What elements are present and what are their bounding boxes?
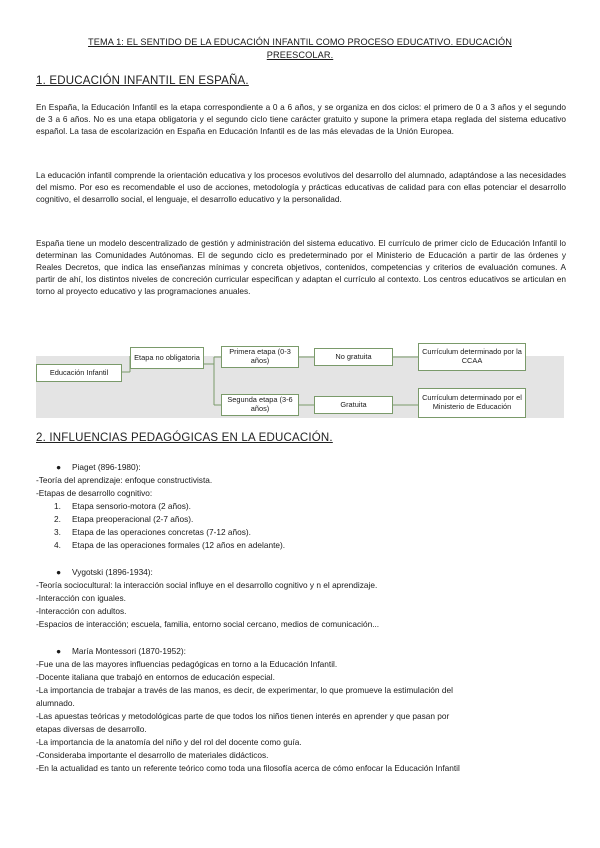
- bullet-icon: ●: [56, 567, 62, 577]
- vygotski-line: -Teoría sociocultural: la interacción social influye en el desarrollo cognitivo y n el aprendizaje.: [36, 580, 378, 590]
- piaget-stage: [54, 500, 191, 512]
- diagram-curriculum-ministry-box: Currículum determinado por el Ministerio de Educación: [418, 388, 526, 418]
- vygotski-name: Vygotski (1896-1934):: [72, 567, 153, 577]
- montessori-line: -Fue una de las mayores influencias pedagógicas en torno a la Educación Infantil.: [36, 659, 338, 669]
- montessori-heading: [56, 645, 186, 657]
- stage-text: Etapa de las operaciones concretas (7-12 años).: [72, 527, 251, 537]
- piaget-line: -Teoría del aprendizaje: enfoque constructivista.: [36, 475, 213, 485]
- vygotski-line: -Interacción con adultos.: [36, 606, 127, 616]
- vygotski-line: -Espacios de interacción; escuela, familia, entorno social cercano, medios de comunicación...: [36, 619, 380, 629]
- diagram-not-free-box: No gratuita: [314, 348, 393, 366]
- stage-text: Etapa sensorio-motora (2 años).: [72, 501, 191, 511]
- diagram-first-stage-box: Primera etapa (0-3 años): [221, 346, 299, 368]
- stage-number: 2.: [54, 514, 61, 524]
- section-2-heading: 2. INFLUENCIAS PEDAGÓGICAS EN LA EDUCACIÓN.: [36, 432, 333, 444]
- diagram-curriculum-ccaa-box: Currículum determinado por la CCAA: [418, 343, 526, 371]
- page-title: TEMA 1: EL SENTIDO DE LA EDUCACIÓN INFANTIL COMO PROCESO EDUCATIVO. EDUCACIÓN PREESCOLAR.: [88, 37, 512, 60]
- montessori-line: -La importancia de la anatomía del niño y del rol del docente como guía.: [36, 737, 302, 747]
- montessori-line: -En la actualidad es tanto un referente teórico como toda una filosofía acerca de cómo enfocar la Educación Infantil: [36, 763, 460, 773]
- bullet-icon: ●: [56, 646, 62, 656]
- piaget-stage: [54, 513, 193, 525]
- stage-text: Etapa de las operaciones formales (12 años en adelante).: [72, 540, 286, 550]
- paragraph-1: En España, la Educación Infantil es la etapa correspondiente a 0 a 6 años, y se organiza en dos ciclos: el primero de 0 a 3 años y el segundo de 3 a 6 años. No es una etapa obligatoria y el segundo ciclo tiene carácter gratuito y supone la primera etapa reglada del sistema educativo español. La tasa de escolarización en España en Educación Infantil es de las más elevadas de la Unión Europea.: [36, 102, 566, 136]
- diagram-free-box: Gratuita: [314, 396, 393, 414]
- montessori-name: María Montessori (1870-1952):: [72, 646, 186, 656]
- diagram-second-stage-box: Segunda etapa (3-6 años): [221, 394, 299, 416]
- montessori-line: etapas diversas de desarrollo.: [36, 724, 147, 734]
- piaget-stage: [54, 539, 285, 551]
- diagram-root-box: Educación Infantil: [36, 364, 122, 382]
- paragraph-3: España tiene un modelo descentralizado de gestión y administración del sistema educativo. El currículo de primer ciclo de Educación Infantil lo determinan las Comunidades Autónomas. El de segundo ciclo es predeterminado por el Ministerio de Educación a partir de las órdenes y Reales Decretos, que indica las enseñanzas mínimas y concreta objetivos, contenidos, competencias y criterios de evaluación comunes. A partir de ahí, los distintos niveles de concreción curricular especifican y adaptan el currículo al contexto. Los centros educativos se articulan en torno al proyecto educativo y las programaciones anuales.: [36, 238, 566, 296]
- montessori-line: -Consideraba importante el desarrollo de materiales didácticos.: [36, 750, 269, 760]
- stage-number: 4.: [54, 540, 61, 550]
- vygotski-line: -Interacción con iguales.: [36, 593, 126, 603]
- vygotski-heading: [56, 566, 153, 578]
- montessori-line: alumnado.: [36, 698, 75, 708]
- diagram-non-mandatory-box: Etapa no obligatoria: [130, 347, 204, 369]
- stage-number: 3.: [54, 527, 61, 537]
- education-structure-diagram: [36, 347, 564, 418]
- piaget-stage: [54, 526, 251, 538]
- montessori-line: -Las apuestas teóricas y metodológicas parte de que todos los niños tienen interés en aprender y que pasan por: [36, 711, 450, 721]
- piaget-heading: [56, 461, 141, 473]
- piaget-name: Piaget (896-1980):: [72, 462, 141, 472]
- section-1-heading: 1. EDUCACIÓN INFANTIL EN ESPAÑA.: [36, 75, 249, 87]
- montessori-line: -La importancia de trabajar a través de las manos, es decir, de experimentar, lo que promueve la estimulación del: [36, 685, 453, 695]
- montessori-line: -Docente italiana que trabajó en entornos de educación especial.: [36, 672, 275, 682]
- paragraph-2: La educación infantil comprende la orientación educativa y los procesos evolutivos del desarrollo del alumnado, adaptándose a las necesidades del mismo. Por eso es recomendable el uso de acciones, metodología y prácticas educativas de calidad para con ellas potenciar el desarrollo cognitivo, el desarrollo social, el lenguaje, el desarrollo educativo y la personalidad.: [36, 170, 566, 204]
- stage-text: Etapa preoperacional (2-7 años).: [72, 514, 194, 524]
- piaget-line: -Etapas de desarrollo cognitivo:: [36, 488, 153, 498]
- bullet-icon: ●: [56, 462, 62, 472]
- stage-number: 1.: [54, 501, 61, 511]
